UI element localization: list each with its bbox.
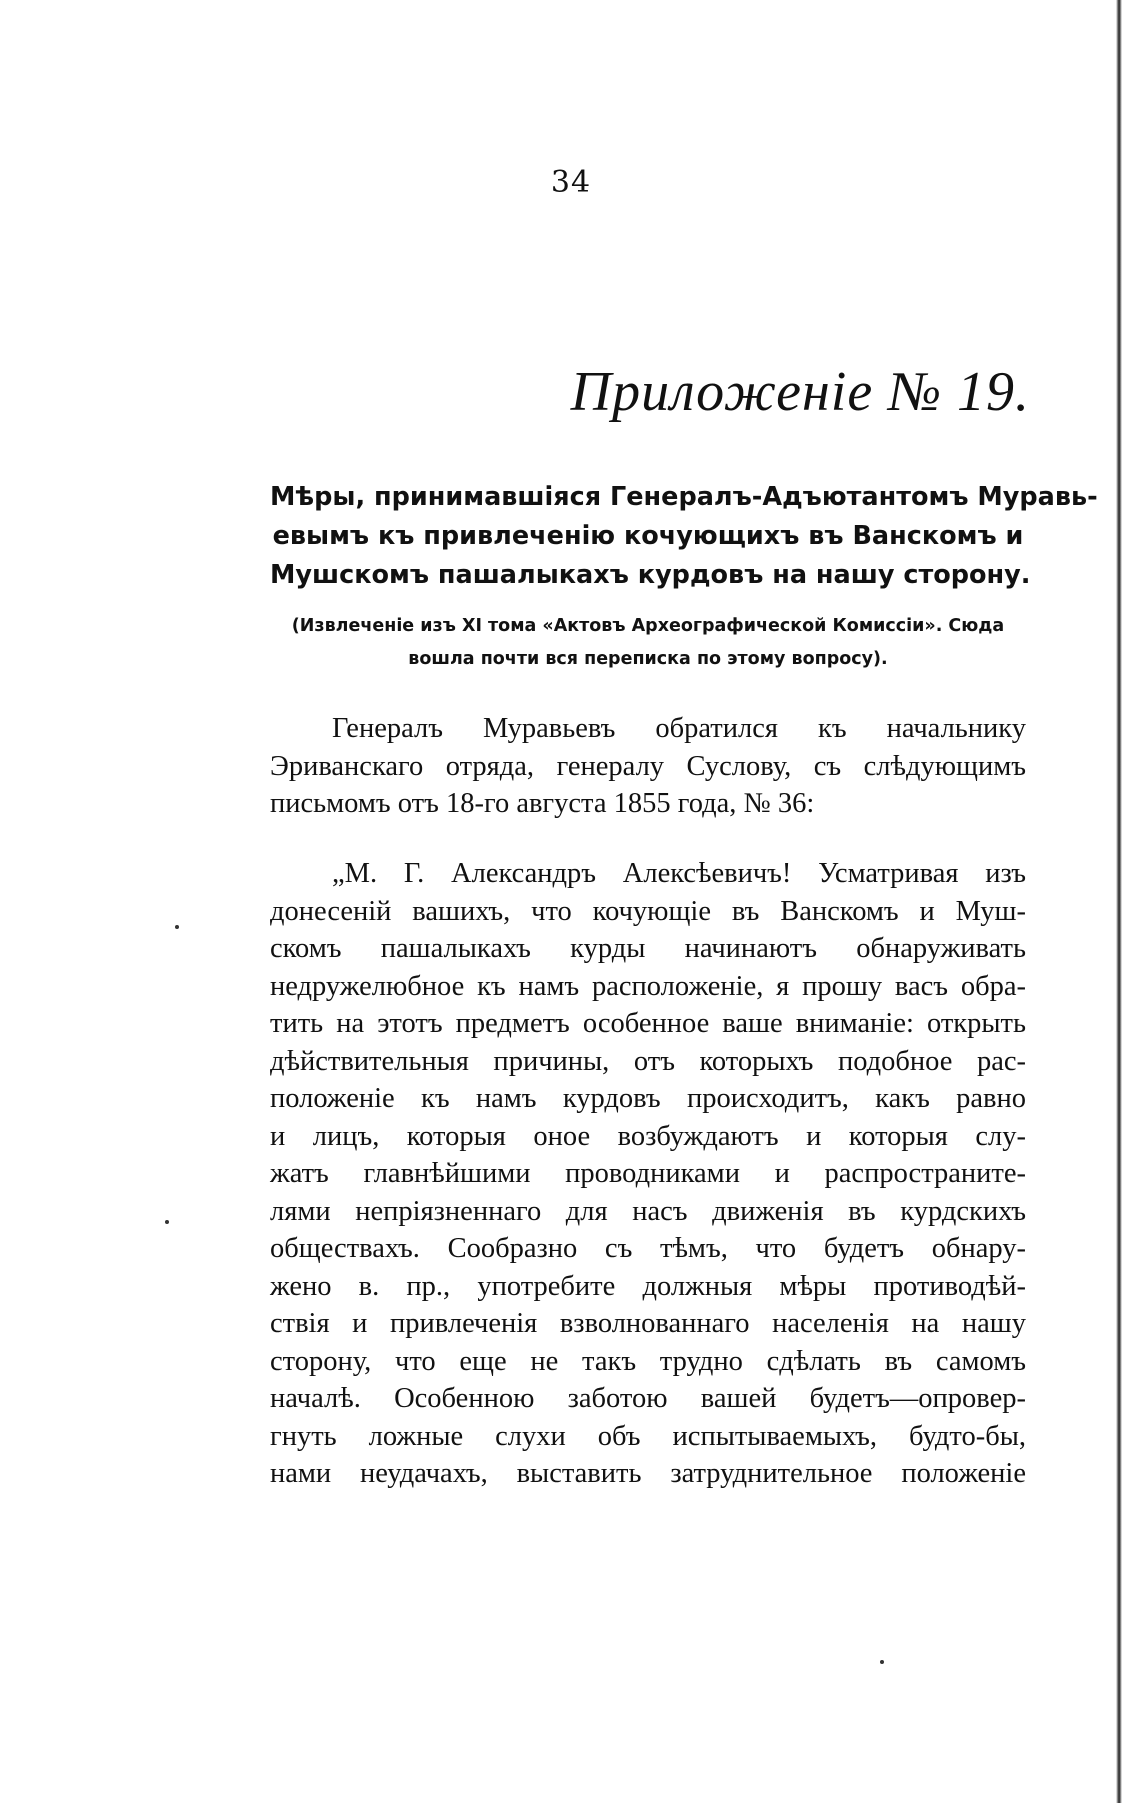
paragraph-line: тить на этотъ предметъ особенное ваше вниманіе: открыть	[270, 1008, 1026, 1039]
paragraph-line: нами неудачахъ, выставить затруднительное положеніе	[270, 1458, 1026, 1489]
scan-speck	[175, 925, 179, 929]
paragraph-line: обществахъ. Сообразно съ тѣмъ, что будетъ обнару-	[270, 1233, 1026, 1264]
paragraph-line: началѣ. Особенною заботою вашей будетъ—опровер-	[270, 1383, 1026, 1414]
paragraph-line: дѣйствительныя причины, отъ которыхъ подобное рас-	[270, 1045, 1026, 1077]
paragraph-line: сторону, что еще не такъ трудно сдѣлать въ самомъ	[270, 1345, 1026, 1377]
heading-line: евымъ къ привлеченію кочующихъ въ Ванскомъ и	[272, 521, 1024, 551]
page-number	[0, 165, 1140, 200]
scan-speck	[165, 1220, 169, 1224]
note-line: (Извлеченіе изъ XI тома «Актовъ Археографической Комиссіи». Сюда	[291, 616, 1005, 636]
paragraph-line: Эриванскаго отряда, генералу Суслову, съ слѣдующимъ	[270, 750, 1026, 782]
paragraph-line: ствія и привлеченія взволнованнаго населенія на нашу	[270, 1308, 1026, 1339]
page-number-text: 34	[550, 165, 592, 200]
paragraph-line: положеніе къ намъ курдовъ происходитъ, какъ равно	[270, 1083, 1026, 1114]
source-note	[270, 610, 1026, 676]
paragraph-line: недружелюбное къ намъ расположеніе, я прошу васъ обра-	[270, 970, 1026, 1002]
scan-speck	[880, 1660, 884, 1664]
section-heading	[270, 478, 1098, 595]
paragraph-line: скомъ пашалыкахъ курды начинаютъ обнаруживать	[270, 933, 1026, 964]
heading-line: Мушскомъ пашалыкахъ курдовъ на нашу сторону.	[270, 560, 1031, 590]
binding-edge	[1116, 0, 1122, 1803]
paragraph-line: и лицъ, которыя оное возбуждаютъ и которыя слу-	[270, 1120, 1026, 1152]
heading-line: Мѣры, принимавшіяся Генералъ-Адъютантомъ Муравь-	[270, 482, 1098, 512]
paragraph-line: гнуть ложные слухи объ испытываемыхъ, будто-бы,	[270, 1420, 1026, 1452]
paragraph-line: Генералъ Муравьевъ обратился къ начальнику	[332, 713, 1026, 744]
note-line: вошла почти вся переписка по этому вопросу).	[408, 649, 888, 669]
paragraph-line: письмомъ отъ 18-го августа 1855 года, № 36:	[270, 788, 815, 819]
intro-paragraph	[270, 710, 1026, 823]
paragraph-line: „М. Г. Александръ Алексѣевичъ! Усматривая изъ	[332, 858, 1026, 889]
letter-paragraph	[270, 855, 1026, 1493]
paragraph-line: донесеній вашихъ, что кочующіе въ Ванскомъ и Муш-	[270, 895, 1026, 927]
paragraph-line: жено в. пр., употребите должныя мѣры противодѣй-	[270, 1270, 1026, 1302]
paragraph-line: жатъ главнѣйшими проводниками и распространите-	[270, 1158, 1026, 1189]
appendix-title: Приложеніе № 19.	[570, 361, 1030, 423]
paragraph-line: лями непріязненнаго для насъ движенія въ курдскихъ	[270, 1195, 1026, 1227]
